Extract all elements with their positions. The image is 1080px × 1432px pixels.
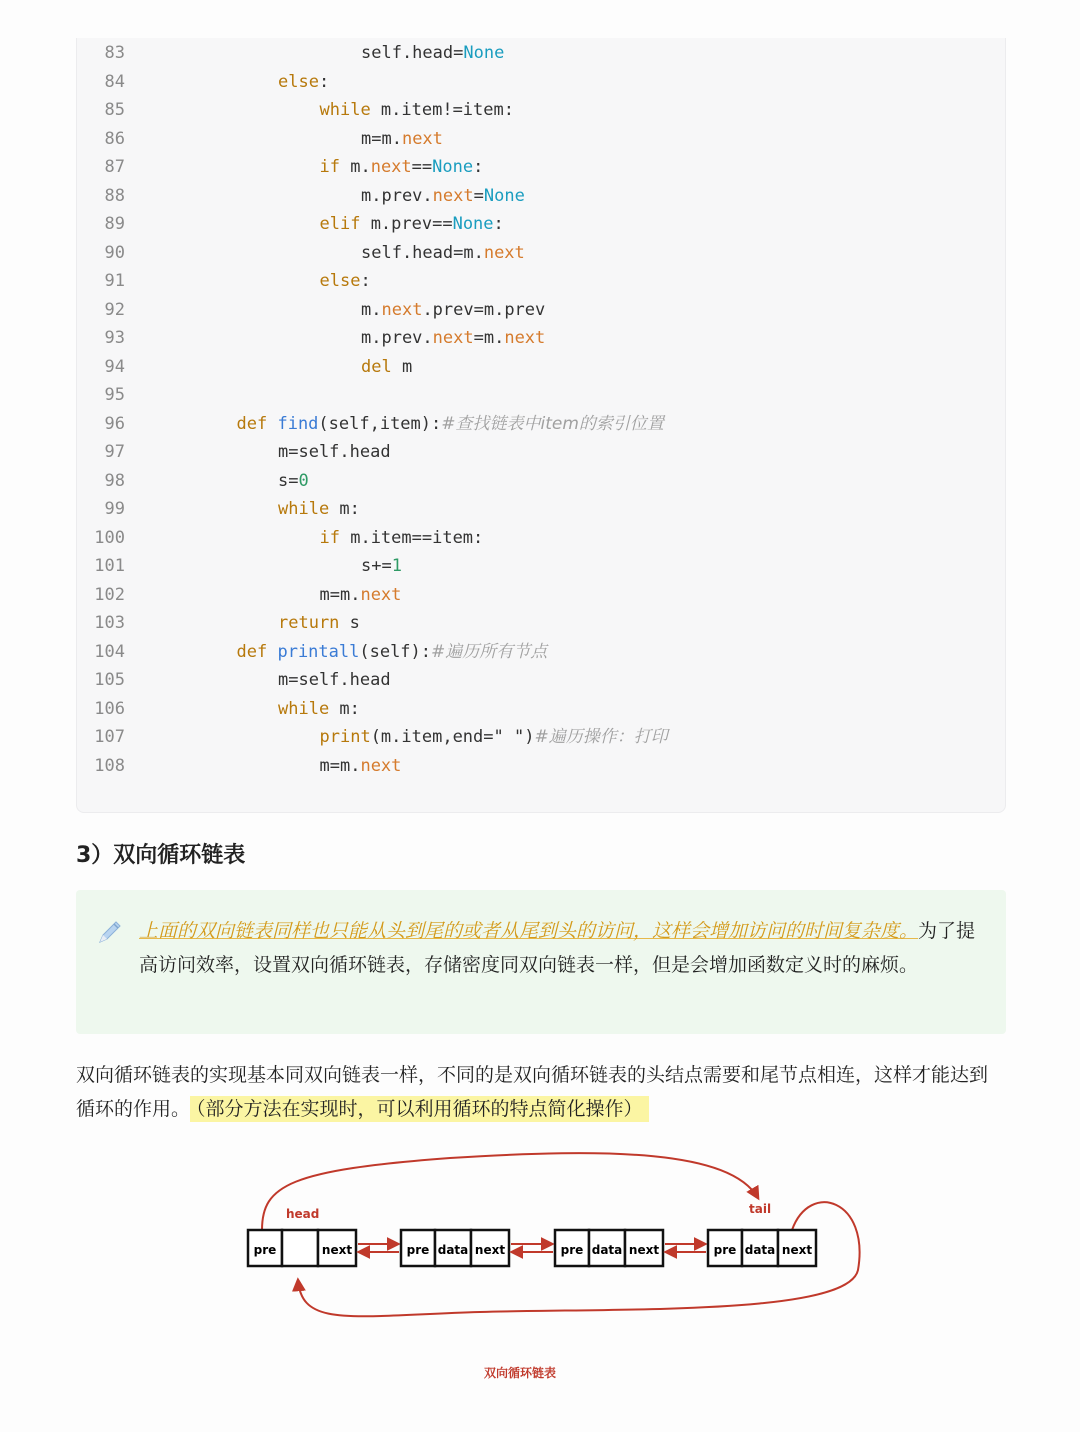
code-token: .prev=m.prev [422,299,546,320]
code-token: else [319,271,361,291]
line-number: 90 [104,242,125,263]
code-line [77,638,977,666]
code-text [320,96,514,124]
code-text [320,581,402,609]
code-token: def [236,413,268,434]
tail-label: tail [749,1202,772,1216]
node-cell-label: data [744,1243,776,1257]
code-text [320,752,402,780]
code-token: find [277,413,319,434]
code-line [77,381,977,409]
code-token: m=self.head [278,442,391,462]
code-token: m [391,356,413,377]
code-token: = [473,185,484,206]
code-token: None [463,43,505,63]
code-token: m.prev. [361,185,433,206]
line-number: 97 [104,442,125,462]
code-text [320,210,504,238]
line-number: 105 [94,670,125,690]
code-line [77,666,977,694]
code-text [237,638,548,666]
code-token: next [370,157,412,177]
code-token: m: [329,499,360,519]
code-token: if [319,157,340,177]
code-token: next [360,755,402,776]
code-token: m=m. [319,755,361,776]
code-text [278,438,391,466]
code-text [278,68,329,96]
code-token: : [473,157,484,177]
code-token: m.item!=item: [370,100,514,120]
node-cell-label: next [474,1243,506,1257]
code-token: while [319,100,371,120]
node-cell-label: pre [253,1243,277,1257]
code-token: m. [339,157,371,177]
code-token: def [236,641,268,662]
section-title: 3）双向循环链表 [76,843,246,868]
code-line [77,68,977,96]
code-token: del [361,356,392,377]
code-text [361,324,545,352]
code-text [320,524,484,552]
code-line [77,695,977,723]
code-text [278,666,391,694]
code-text [237,410,664,438]
code-token: (self,item): [318,413,442,434]
code-text [320,267,371,295]
code-line [77,438,977,466]
code-token: (m.item,end=" ") [370,727,535,747]
code-token: None [432,157,474,177]
code-token: : [360,271,371,291]
code-token: print [319,727,371,747]
code-token: if [319,527,340,548]
code-line [77,39,977,67]
code-text [278,695,360,723]
line-number: 96 [104,413,125,434]
code-token: m=m. [319,584,361,605]
code-token: 0 [298,470,309,491]
paragraph-text: 双向循环链表的实现基本同双向链表一样，不同的是双向循环链表的头结点需要和尾节点相连，这样才能达到循环的作用。 [76,1064,989,1120]
line-number: 95 [104,385,125,405]
code-line [77,495,977,523]
code-text [361,353,412,381]
code-line [77,153,977,181]
code-token [267,414,277,434]
code-token: : [493,214,504,234]
line-number: 103 [94,613,125,633]
code-token: next [360,584,402,605]
code-token: (self): [359,641,432,662]
line-number: 99 [104,499,125,519]
code-token: elif [319,214,361,234]
code-line [77,210,977,238]
code-line [77,609,977,637]
code-token: m.prev. [361,328,433,348]
code-line [77,353,977,381]
list-node [248,1230,356,1266]
code-token: m: [329,698,360,719]
code-token: None [483,185,525,206]
code-token: None [452,214,494,234]
line-number: 94 [104,356,125,377]
code-token: s= [278,470,299,491]
code-token: else [278,71,319,92]
code-token: next [432,328,474,348]
code-line [77,524,977,552]
code-token: =m. [473,328,505,348]
code-token: next [504,328,546,348]
line-number: 106 [94,698,125,719]
code-token: self.head= [361,43,464,63]
highlight-text: （部分方法在实现时，可以利用循环的特点简化操作） [190,1096,649,1122]
list-node [555,1230,663,1266]
line-number: 108 [94,755,125,776]
code-line [77,723,977,751]
code-token: 1 [391,556,402,576]
code-text [361,296,545,324]
node-cell-label: data [437,1243,469,1257]
code-token: == [411,157,433,177]
line-number: 101 [94,556,125,576]
code-token: next [483,242,525,263]
tip-text [139,914,984,982]
line-number: 83 [104,43,125,63]
code-token: next [401,128,443,149]
code-token: m=m. [361,128,402,149]
node-cell-label: data [591,1243,623,1257]
diagram-caption: 双向循环链表 [483,1366,557,1380]
line-number: 85 [104,100,125,120]
code-line [77,96,977,124]
node-cell-label: pre [713,1243,737,1257]
code-token: m=self.head [278,670,391,690]
tip-body: 为了提高访问效率，设置双向循环链表，存储密度同双向链表一样，但是会增加函数定义时的麻烦。 [139,920,976,976]
node-cell-label: pre [406,1243,430,1257]
code-text [278,609,360,637]
line-number: 89 [104,214,125,234]
code-line [77,581,977,609]
code-line [77,239,977,267]
code-line [77,552,977,580]
code-line [77,410,977,438]
code-line [77,182,977,210]
code-token: m.prev== [360,214,453,234]
line-number: 104 [94,641,125,662]
code-token: next [432,185,474,206]
tip-emphasis: 上面的双向链表同样也只能从头到尾的或者从尾到头的访问，这样会增加访问的时间复杂度。 [139,920,919,942]
code-line [77,296,977,324]
code-token: printall [277,641,360,662]
code-text [278,467,309,495]
code-text [361,125,443,153]
code-token: : [318,71,330,92]
code-token: return [278,613,340,633]
node-cell-label: next [628,1243,660,1257]
code-token: #遍历所有节点 [431,641,548,662]
node-cell [282,1230,318,1266]
code-text [361,552,402,580]
code-line [77,324,977,352]
code-line [77,467,977,495]
node-cell-label: next [781,1243,813,1257]
line-number: 87 [104,157,125,177]
code-block [76,38,1006,813]
code-line [77,267,977,295]
code-text [320,723,668,751]
line-number: 88 [104,185,125,206]
line-number: 91 [104,271,125,291]
node-cell-label: next [321,1243,353,1257]
linked-list-diagram [230,1140,870,1390]
pencil-icon [94,918,124,948]
code-token: m. [361,299,382,320]
code-token: self.head=m. [361,242,484,263]
code-token: while [278,499,330,519]
code-text [278,495,360,523]
line-number: 84 [104,71,125,92]
nodes [248,1230,816,1266]
code-token: while [278,698,330,719]
node-cell-label: pre [560,1243,584,1257]
line-number: 86 [104,128,125,149]
code-line [77,125,977,153]
head-label: head [286,1207,320,1221]
code-line [77,752,977,780]
line-number: 107 [94,727,125,747]
code-text [361,239,525,267]
line-number: 92 [104,299,125,320]
line-number: 100 [94,527,125,548]
code-token [267,642,277,662]
code-token: s+= [361,556,392,576]
code-token: #遍历操作：打印 [534,727,668,747]
list-node [708,1230,816,1266]
head-to-tail-arc [262,1153,758,1230]
body-paragraph [76,1058,1006,1126]
line-number: 102 [94,584,125,605]
code-text [361,182,525,210]
code-token: #查找链表中item的索引位置 [441,413,664,434]
code-text [320,153,484,181]
code-text [361,39,504,67]
code-token: m.item==item: [339,527,484,548]
code-token: next [381,299,423,320]
line-number: 93 [104,328,125,348]
tip-box [76,890,1006,1034]
line-number: 98 [104,470,125,491]
code-token: s [339,613,360,633]
list-node [401,1230,509,1266]
